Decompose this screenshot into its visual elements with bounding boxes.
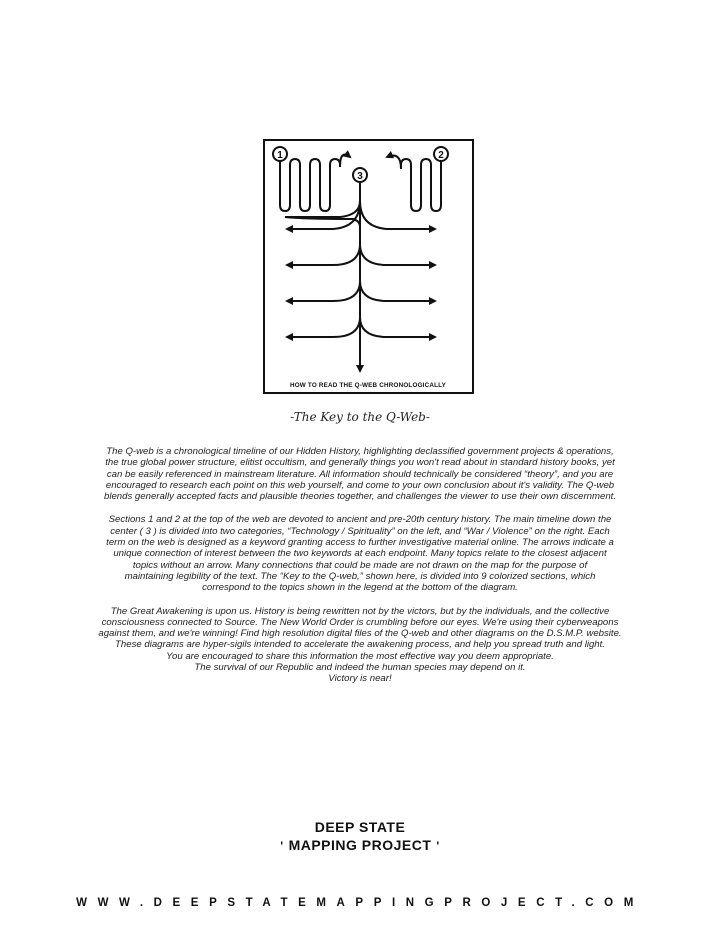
text-line: center ( 3 ) is divided into two categories, “Technology / Spirituality” on the left, and “War / Violence” on the right. Each [110, 525, 610, 537]
text-line: Sections 1 and 2 at the top of the web are devoted to ancient and pre-20th century history. The main timeline down the [108, 514, 612, 526]
text-line: term on the web is designed as a keyword granting access to further investigative material online. The arrows indicate a [106, 537, 614, 549]
text-line: unique connection of interest between the two keywords at each endpoint. Many topics relate to the closest adjacent [113, 548, 607, 560]
diagram-label: HOW TO READ THE Q-WEB CHRONOLOGICALLY [289, 382, 447, 389]
website-url: WWW.DEEPSTATEMAPPINGPROJECT.COM [76, 897, 644, 909]
node-3-label: 3 [357, 171, 363, 182]
text-line: can be easily referenced in mainstream literature. All information should technically be considered “theory”, and you are [106, 468, 614, 480]
node-2-label: 2 [438, 150, 444, 161]
text-line: You are encouraged to share this information the most effective way you deem appropriate. [166, 650, 554, 662]
text-line: The survival of our Republic and indeed the human species may depend on it. [194, 662, 526, 674]
node-1-label: 1 [277, 150, 283, 161]
logo-line-2 [250, 836, 470, 855]
text-line: topics without an arrow. Many connections that could be made are not drawn on the map for the purpose of [132, 559, 588, 571]
logo-line-1: DEEP STATE [314, 819, 406, 835]
paragraph-intro [88, 446, 632, 502]
text-line: correspond to the topics shown in the legend at the bottom of the diagram. [202, 582, 518, 594]
paragraph-awakening [88, 606, 632, 685]
text-line: blends generally accepted facts and plausible theories together, and challenges the viewer to use their own discernment. [104, 491, 616, 503]
diagram-caption: -The Key to the Q-Web- [290, 410, 430, 424]
text-line: maintaining legibility of the text. The “Key to the Q-web,” shown here, is divided into 9 colorized sections, which [124, 570, 596, 582]
text-line: These diagrams are hyper-sigils intended to accelerate the awakening process, and help you spread truth and light. [115, 639, 605, 651]
node-1 [273, 147, 287, 161]
node-2 [434, 147, 448, 161]
node-3 [353, 168, 367, 182]
text-line: The Q-web is a chronological timeline of our Hidden History, highlighting declassified government projects & operations, [106, 446, 614, 457]
text-line: the true global power structure, elitist occultism, and generally things you won't read about in standard history books, yet [105, 457, 615, 469]
body-text [88, 446, 632, 697]
q-web-key-diagram [263, 139, 474, 394]
text-line: against them, and we're winning! Find high resolution digital files of the Q-web and other diagrams on the D.S.M.P. website. [98, 628, 622, 640]
text-line: Victory is near! [328, 673, 392, 685]
text-line: The Great Awakening is upon us. History is being rewritten not by the victors, but by the individuals, and the collective [110, 605, 610, 617]
logo-mark-right: ' [436, 839, 440, 853]
paragraph-sections [88, 514, 632, 593]
logo-mark-left: ' [280, 839, 284, 853]
text-line: consciousness connected to Source. The New World Order is crumbling before our eyes. We're using their cyberweapons [101, 616, 619, 628]
text-line: encouraged to research each point on this web yourself, and come to your own conclusion about it's validity. The Q-web [105, 479, 615, 491]
dsmp-logo [250, 818, 470, 855]
logo-line-2-text: MAPPING PROJECT [288, 837, 432, 853]
